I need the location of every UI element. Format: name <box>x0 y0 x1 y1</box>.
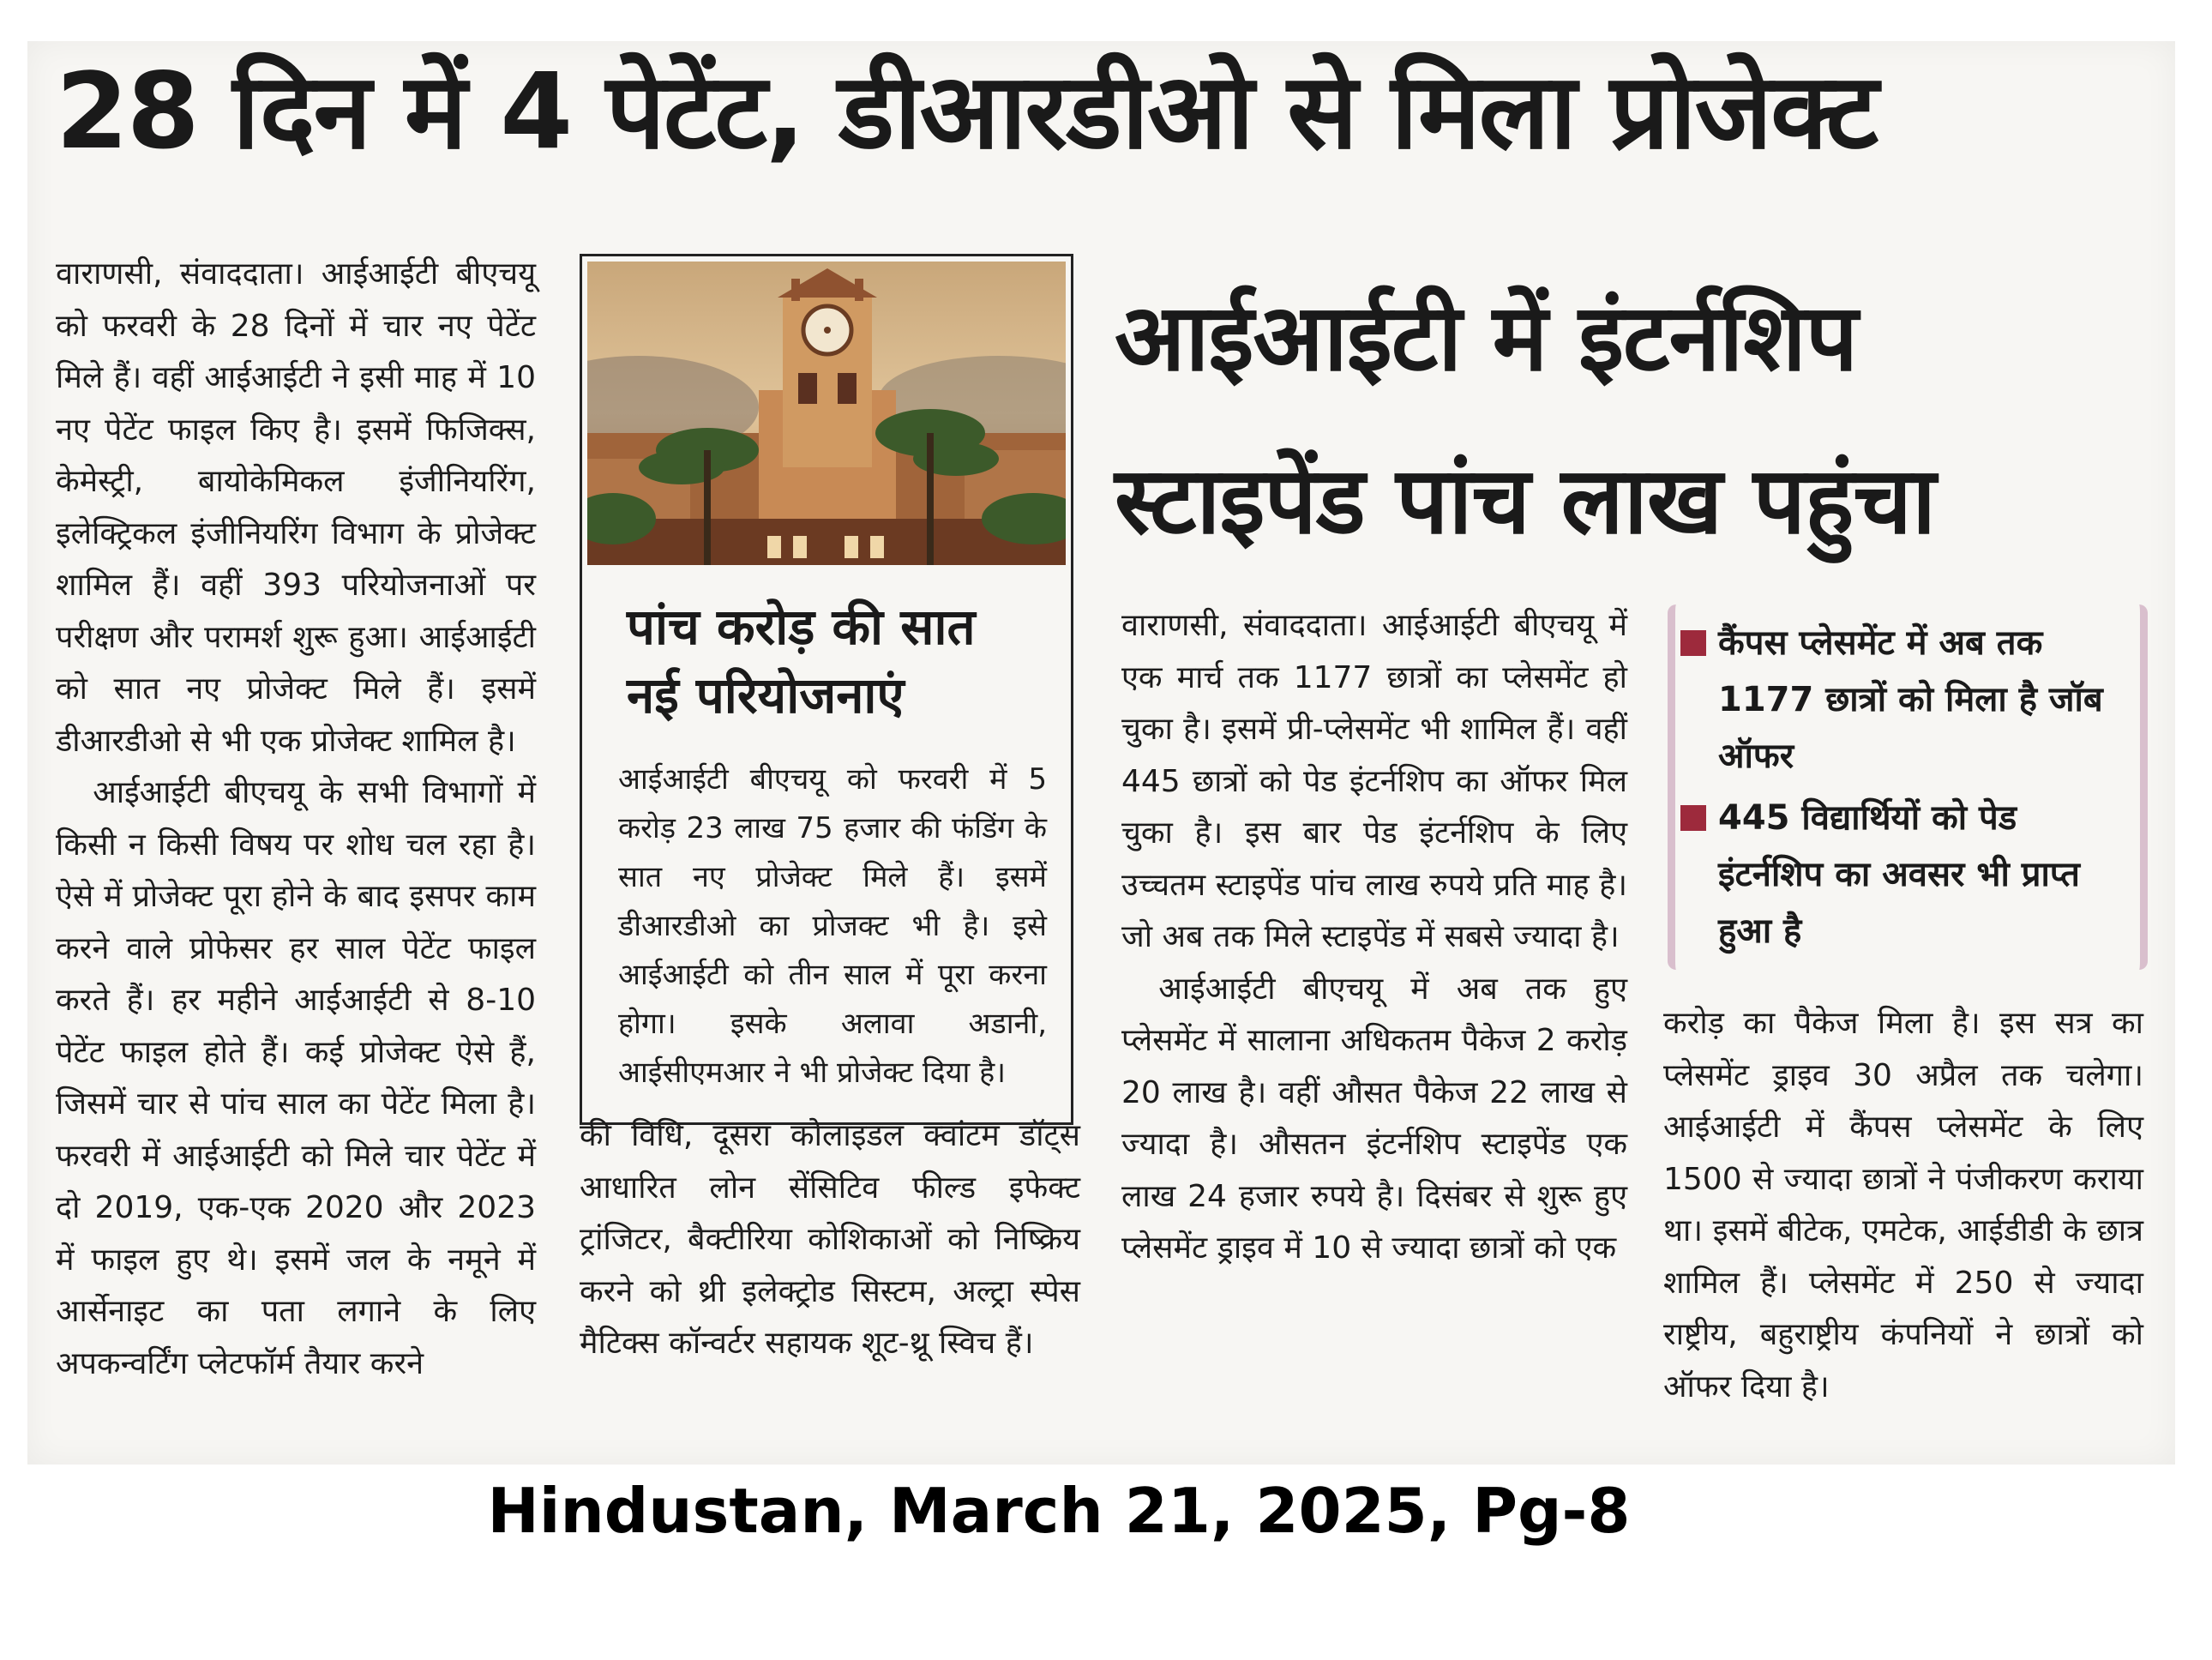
paragraph: आईआईटी बीएचयू में अब तक हुए प्लेसमेंट में सालाना अधिकतम पैकेज 2 करोड़ 20 लाख है। वहीं औसत पैकेज 22 लाख से ज्यादा है। औसतन इंटर्नशिप स्टाइपेंड एक लाख 24 हजार रुपये है। दिसंबर से शुरू हुए प्लेसमेंट ड्राइव में 10 से ज्यादा छात्रों को एक <box>1121 971 1627 1266</box>
subheadline <box>1115 257 2161 583</box>
article-column-2 <box>580 1110 1080 1370</box>
article-column-3 <box>1121 600 1627 1275</box>
box-title: पांच करोड़ की सात नई परियोजनाएं <box>627 598 976 725</box>
highlight-text: 445 विद्यार्थियों को पेड इंटर्नशिप का अवसर भी प्राप्त हुआ है <box>1718 798 2080 951</box>
source-caption: Hindustan, March 21, 2025, Pg-8 <box>487 1475 1631 1547</box>
highlight-item <box>1718 790 2123 959</box>
paragraph: की विधि, दूसरा कोलाइडल क्वांटम डॉट्स आधारित लोन सेंसिटिव फील्ड इफेक्ट ट्रांजिटर, बैक्टीरिया कोशिकाओं को निष्क्रिय करने को थ्री इलेक्ट्रोड सिस्टम, अल्ट्रा स्पेस मैटिक्स कॉन्वर्टर सहायक शूट-थ्रू स्विच हैं। <box>580 1118 1080 1361</box>
square-bullet-icon <box>1680 805 1706 831</box>
paragraph: करोड़ का पैकेज मिला है। इस सत्र का प्लेसमेंट ड्राइव 30 अप्रैल तक चलेगा। आईआईटी में कैंपस प्लेसमेंट के लिए 1500 से ज्यादा छात्रों ने पंजीकरण कराया था। इसमें बीटेक, एमटेक, आईडीडी के छात्र शामिल हैं। प्लेसमेंट में 250 से ज्यादा राष्ट्रीय, बहुराष्ट्रीय कंपनियों ने छात्रों को ऑफर दिया है। <box>1663 1006 2143 1404</box>
article-column-1 <box>56 249 536 1390</box>
paragraph: वाराणसी, संवाददाता। आईआईटी बीएचयू को फरवरी के 28 दिनों में चार नए पेटेंट मिले हैं। वहीं आईआईटी ने इसी माह में 10 नए पेटेंट फाइल किए है। इसमें फिजिक्स, केमेस्ट्री, बायोकेमिकल इंजीनियरिंग, इलेक्ट्रिकल इंजीनियरिंग विभाग के प्रोजेक्ट शामिल हैं। वहीं 393 परियोजनाओं पर परीक्षण और परामर्श शुरू हुआ। आईआईटी को सात नए प्रोजेक्ट मिले हैं। इसमें डीआरडीओ से भी एक प्रोजेक्ट शामिल है। <box>56 256 536 759</box>
highlights-box <box>1668 604 2148 970</box>
subheadline-line-1: आईआईटी में इंटर्नशिप <box>1115 285 1858 392</box>
square-bullet-icon <box>1680 630 1706 656</box>
headline: 28 दिन में 4 पेटेंट, डीआरडीओ से मिला प्रोजेक्ट <box>56 51 1878 172</box>
subheadline-line-2: स्टाइपेंड पांच लाख पहुंचा <box>1115 448 1936 555</box>
boxed-story <box>580 254 1073 1125</box>
paragraph: आईआईटी बीएचयू के सभी विभागों में किसी न किसी विषय पर शोध चल रहा है। ऐसे में प्रोजेक्ट पूरा होने के बाद इसपर काम करने वाले प्रोफेसर हर साल पेटेंट फाइल करते हैं। हर महीने आईआईटी से 8-10 पेटेंट फाइल होते हैं। कई प्रोजेक्ट ऐसे हैं, जिसमें चार से पांच साल का पेटेंट मिला है। फरवरी में आईआईटी को मिले चार पेटेंट में दो 2019, एक-एक 2020 और 2023 में फाइल हुए थे। इसमें जल के नमूने में आर्सेनाइट का पता लगाने के लिए अपकन्वर्टिंग प्लेटफॉर्म तैयार करने <box>56 775 536 1381</box>
campus-clock-tower-photo <box>587 262 1066 565</box>
highlight-text: कैंपस प्लेसमेंट में अब तक 1177 छात्रों को मिला है जॉब ऑफर <box>1718 623 2103 776</box>
highlight-item <box>1718 615 2123 785</box>
paragraph: वाराणसी, संवाददाता। आईआईटी बीएचयू में एक मार्च तक 1177 छात्रों का प्लेसमेंट हो चुका है। इसमें प्री-प्लेसमेंट भी शामिल हैं। वहीं 445 छात्रों को पेड इंटर्नशिप का ऑफर मिल चुका है। इस बार पेड इंटर्नशिप के लिए उच्चतम स्टाइपेंड पांच लाख रुपये प्रति माह है। जो अब तक मिले स्टाइपेंड में सबसे ज्यादा है। <box>1121 608 1627 954</box>
box-body: आईआईटी बीएचयू को फरवरी में 5 करोड़ 23 लाख 75 हजार की फंडिंग के सात नए प्रोजेक्ट मिले हैं। इसमें डीआरडीओ का प्रोजक्ट भी है। इसे आईआईटी को तीन साल में पूरा करना होगा। इसके अलावा अडानी, आईसीएमआर ने भी प्रोजेक्ट दिया है। <box>618 762 1047 1090</box>
article-column-4 <box>1663 998 2143 1413</box>
